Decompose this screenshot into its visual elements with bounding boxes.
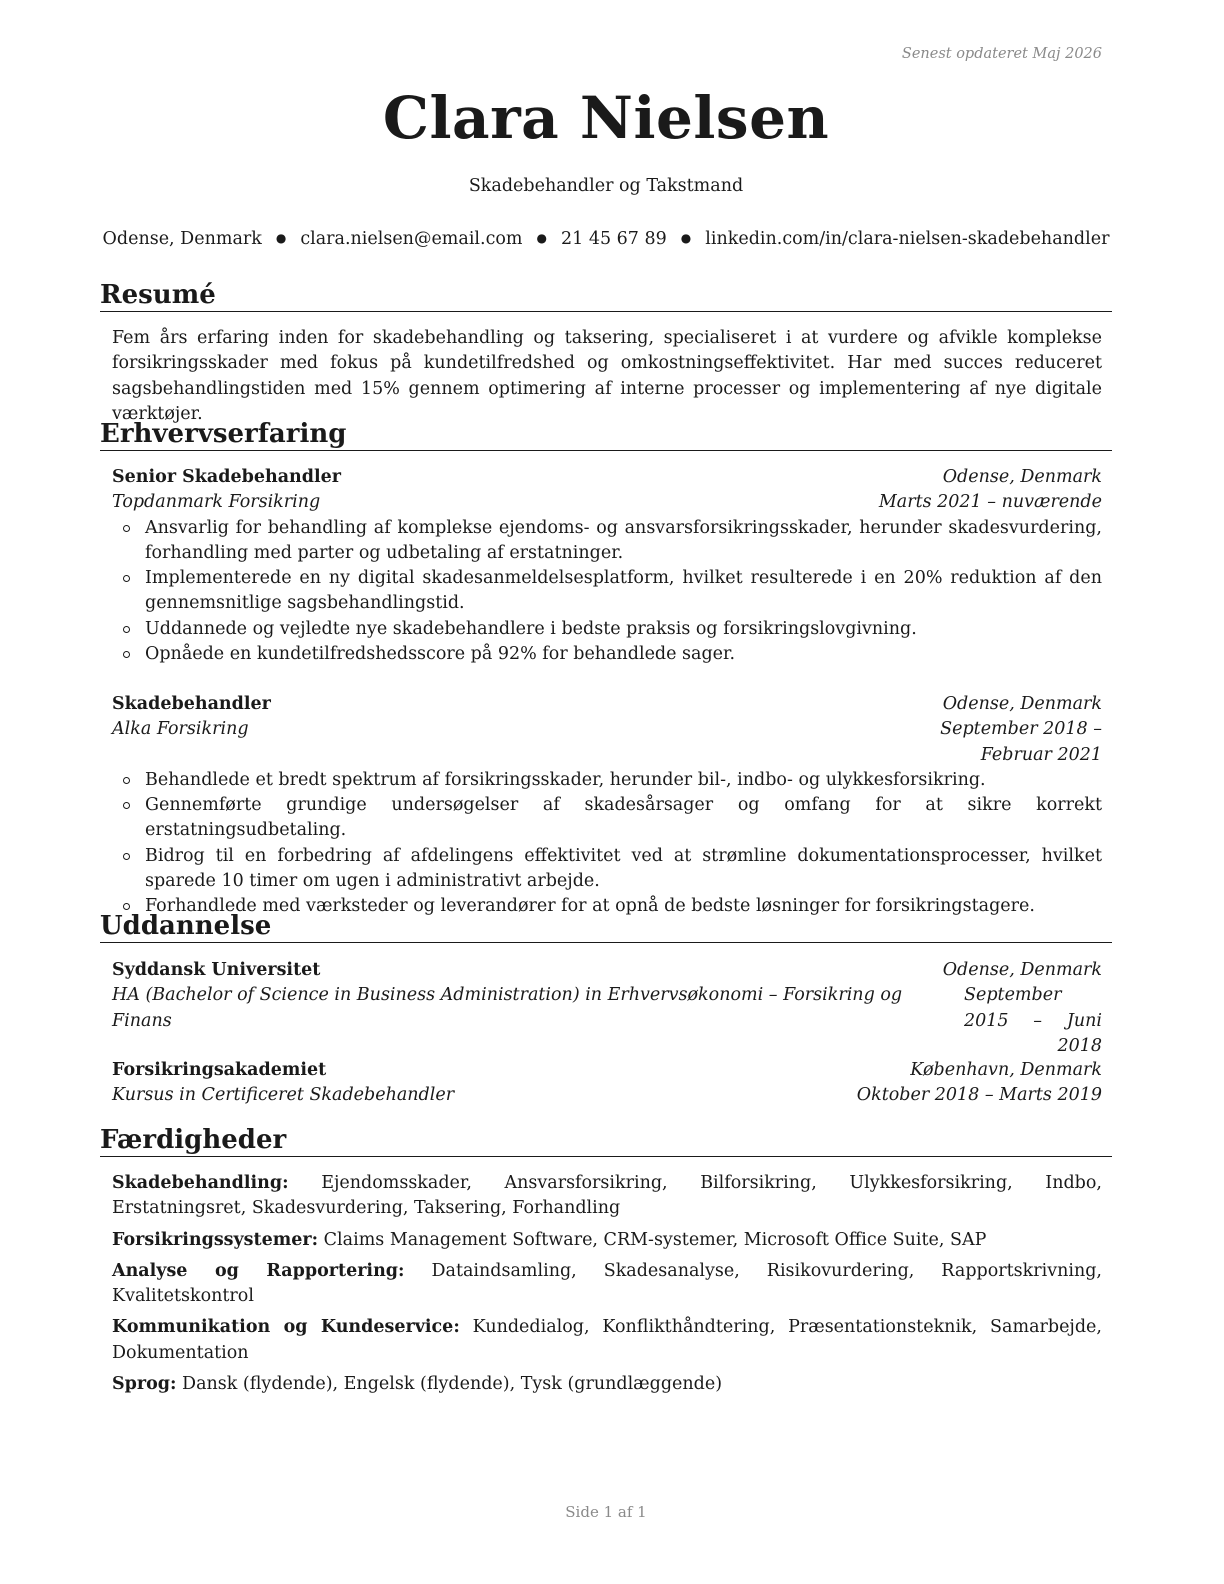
job-bullets [112,516,1102,668]
list-item: Gennemførte grundige undersøgelser af skadesårsager og omfang for at sikre korrekt erstatningsudbetaling. [112,793,1102,844]
last-updated-note: Senest opdateret Maj 2026 [901,46,1102,62]
summary-text: Fem års erfaring inden for skadebehandling og taksering, specialiseret i at vurdere og afvikle komplekse forsikringsskader med fokus på kundetilfredshed og omkostningseffektivitet. Har med succes reduceret sagsbehandlingstiden med 15% gennem optimering af interne processer og implementering af nye digitale værktøjer. [112,328,1102,424]
education-heading: Uddannelse [100,911,1112,943]
circle-bullet-icon [123,525,130,532]
list-item: Forhandlede med værksteder og leverandører for at opnå de bedste løsninger for forsikringstagere. [112,894,1102,919]
contact-email[interactable]: clara.nielsen@email.com [300,229,523,249]
contact-linkedin[interactable]: linkedin.com/in/clara-nielsen-skadebehandler [705,229,1110,249]
job-bullets [112,768,1102,920]
job-title: Skadebehandler [112,694,271,714]
job-location: Odense, Denmark [942,467,1102,487]
skill-label: Analyse og Rapportering: [112,1260,405,1281]
skill-items: Claims Management Software, CRM-systemer, Microsoft Office Suite, SAP [323,1229,987,1250]
degree-name: Kursus in Certificeret Skadebehandler [112,1085,455,1106]
contact-phone: 21 45 67 89 [561,229,667,249]
list-item: Behandlede et bredt spektrum af forsikringsskader, herunder bil-, indbo- og ulykkesforsikring. [112,768,1102,793]
school-name: Forsikringsakademiet [112,1060,327,1080]
bullet-separator-icon: ● [536,231,548,245]
job-entry [112,692,1102,920]
bullet-separator-icon: ● [680,231,692,245]
education-entry [112,1058,1102,1109]
contact-location: Odense, Denmark [102,229,262,249]
education-dates: September 2015 – Juni 2018 [964,985,1102,1056]
list-item: Bidrog til en forbedring af afdelingens effektivitet ved at strømline dokumentationsprocesser, hvilket sparede 10 timer om ugen i administrativt arbejde. [112,844,1102,895]
degree-name: HA (Bachelor of Science in Business Administration) in Erhvervsøkonomi – Forsikring og Finans [112,985,903,1031]
list-item: Uddannede og vejledte nye skadebehandlere i bedste praksis og forsikringslovgivning. [112,617,1102,642]
list-item: Ansvarlig for behandling af komplekse ejendoms- og ansvarsforsikringsskader, herunder skadesvurdering, forhandling med parter og udbetaling af erstatninger. [112,516,1102,567]
circle-bullet-icon [123,777,130,784]
circle-bullet-icon [123,575,130,582]
circle-bullet-icon [123,626,130,633]
circle-bullet-icon [123,651,130,658]
skill-items: Dansk (flydende), Engelsk (flydende), Tysk (grundlæggende) [182,1374,723,1395]
bullet-separator-icon: ● [275,231,287,245]
skill-group [112,1259,1102,1310]
school-name: Syddansk Universitet [112,960,321,980]
contact-line [100,229,1112,249]
skills-list [112,1171,1102,1403]
skill-items: Dataindsamling, Skadesanalyse, Risikovurdering, Rapportskrivning, Kvalitetskontrol [112,1260,1102,1307]
job-company: Alka Forsikring [112,719,249,740]
skill-items: Ejendomsskader, Ansvarsforsikring, Bilforsikring, Ulykkesforsikring, Indbo, Erstatningsret, Skadesvurdering, Taksering, Forhandling [112,1173,1102,1219]
skill-label: Forsikringssystemer: [112,1229,319,1250]
education-dates: Oktober 2018 – Marts 2019 [856,1085,1102,1106]
job-title: Senior Skadebehandler [112,467,341,487]
skill-group [112,1171,1102,1222]
skill-group [112,1315,1102,1366]
job-dates: September 2018 – Februar 2021 [940,719,1102,765]
circle-bullet-icon [123,853,130,860]
skills-heading: Færdigheder [100,1125,1112,1157]
skill-label: Kommunikation og Kundeservice: [112,1317,460,1338]
candidate-title: Skadebehandler og Takstmand [468,176,744,196]
job-company: Topdanmark Forsikring [112,492,321,513]
candidate-name: Clara Nielsen [382,84,830,152]
experience-heading: Erhvervserfaring [100,419,1112,451]
school-location: Odense, Denmark [942,960,1102,980]
resume-page [100,0,1112,1584]
list-item: Opnåede en kundetilfredshedsscore på 92% for behandlede sager. [112,642,1102,667]
school-location: København, Denmark [910,1060,1102,1080]
circle-bullet-icon [123,903,130,910]
summary-heading: Resumé [100,280,1112,312]
skill-items: Kundedialog, Konflikthåndtering, Præsentationsteknik, Samarbejde, Dokumentation [112,1317,1102,1363]
job-entry [112,465,1102,667]
skill-group [112,1228,1102,1253]
circle-bullet-icon [123,802,130,809]
page-number: Side 1 af 1 [565,1503,647,1521]
education-entry [112,958,1102,1059]
job-location: Odense, Denmark [942,694,1102,714]
list-item: Implementerede en ny digital skadesanmeldelsesplatform, hvilket resulterede i en 20% reduktion af den gennemsnitlige sagsbehandlingstid. [112,566,1102,617]
skill-group [112,1372,1102,1397]
skill-label: Skadebehandling: [112,1173,289,1193]
job-dates: Marts 2021 – nuværende [878,492,1102,513]
skill-label: Sprog: [112,1374,177,1395]
